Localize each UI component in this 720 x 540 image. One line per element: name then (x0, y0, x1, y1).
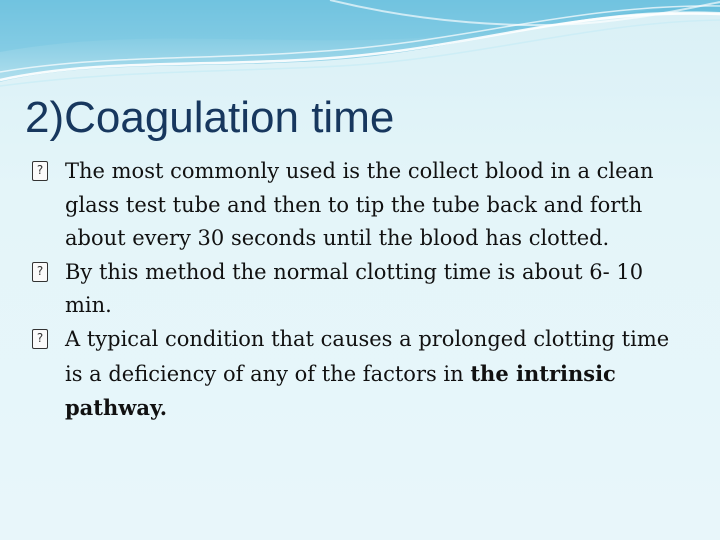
bullet-text: The most commonly used is the collect blood in a clean glass test tube and then to tip the tube back and forth about every 30 seconds until the blood has clotted. (65, 159, 654, 251)
wave-banner-decoration (0, 0, 720, 90)
bullet-text: A typical condition that causes a prolonged clotting time is a deficiency of any of the factors in (65, 326, 670, 386)
bullet-bold-text: the intrinsic pathway. (65, 360, 616, 421)
slide-title: 2)Coagulation time (25, 93, 395, 142)
bullet-item (30, 155, 690, 256)
bullet-text: By this method the normal clotting time is about 6- 10 min. (65, 259, 644, 318)
missing-glyph-icon: ? (32, 262, 48, 282)
missing-glyph-icon: ? (32, 329, 48, 349)
bullet-item (30, 256, 690, 323)
bullet-list (30, 155, 690, 426)
missing-glyph-icon: ? (32, 161, 48, 181)
bullet-item (30, 323, 690, 426)
